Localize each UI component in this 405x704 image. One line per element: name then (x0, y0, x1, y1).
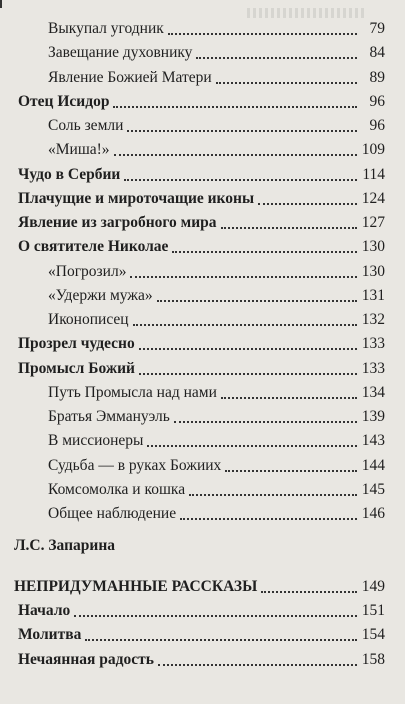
dot-leader (147, 445, 357, 447)
toc-row (0, 480, 405, 504)
toc-row (0, 286, 405, 310)
entry-title: Промысл Божий (18, 359, 135, 377)
toc-entry (48, 504, 385, 524)
page-number: 158 (361, 650, 385, 668)
dot-leader (216, 82, 357, 84)
toc-entry (18, 601, 385, 621)
dot-leader (74, 615, 357, 617)
toc-row (0, 140, 405, 164)
page-number: 151 (361, 602, 385, 619)
page-number: 134 (361, 383, 385, 401)
page-number: 144 (361, 456, 385, 474)
dot-leader (221, 227, 357, 229)
entry-title: «Погрозил» (48, 262, 127, 280)
toc-entry (48, 140, 385, 160)
page-number: 145 (361, 480, 385, 498)
dot-leader (174, 421, 357, 423)
page-number: 133 (361, 359, 385, 377)
dot-leader (130, 276, 357, 278)
dot-leader (225, 470, 357, 472)
page-number: 127 (361, 214, 385, 231)
section-title: НЕПРИДУМАННЫЕ РАССКАЗЫ (14, 578, 258, 595)
toc-entry (48, 480, 385, 500)
dot-leader (127, 130, 357, 132)
toc-entry (18, 189, 385, 209)
toc-row (0, 431, 405, 455)
toc-row (0, 237, 405, 261)
toc-entry (48, 19, 385, 39)
dot-leader (261, 591, 357, 593)
toc-row (0, 165, 405, 189)
toc-entry (18, 237, 385, 257)
page-number: 130 (361, 262, 385, 280)
entry-title: Явление Божией Матери (48, 68, 212, 86)
author-name: Л.С. Запарина (14, 537, 116, 554)
toc-row (0, 262, 405, 286)
page-number: 143 (361, 432, 385, 450)
entry-title: О святителе Николае (18, 238, 169, 256)
entry-title: Начало (18, 602, 71, 619)
entry-title: Комсомолка и кошка (48, 480, 186, 498)
page-number: 96 (369, 92, 385, 110)
toc-row (0, 189, 405, 213)
toc-row (0, 19, 405, 43)
page-number: 109 (361, 141, 385, 159)
toc-entry (14, 577, 385, 597)
toc-entry (48, 431, 385, 451)
page-number: 154 (361, 626, 385, 644)
toc-entry (18, 625, 385, 645)
toc-section-row (0, 577, 405, 601)
toc-row (0, 625, 405, 649)
toc-row (0, 601, 405, 625)
toc-row (0, 504, 405, 528)
toc-entry (18, 213, 385, 233)
page-number: 84 (369, 44, 385, 62)
toc-row (0, 456, 405, 480)
dot-leader (189, 494, 357, 496)
toc-entry (48, 383, 385, 403)
toc-entry (48, 116, 385, 136)
toc-entry (48, 262, 385, 282)
page-number: 89 (369, 68, 385, 86)
toc-entry (48, 310, 385, 330)
entry-title: Чудо в Сербии (18, 165, 121, 183)
page-number: 146 (361, 505, 385, 522)
toc-row (0, 650, 405, 674)
toc-entry (48, 68, 385, 88)
dot-leader (139, 348, 357, 350)
toc-entry (48, 43, 385, 63)
page-number: 132 (361, 311, 385, 328)
entry-title: Иконописец (48, 311, 129, 328)
entry-title: Плачущие и мироточащие иконы (18, 189, 255, 207)
toc-entry (18, 165, 385, 185)
entry-title: «Удержи мужа» (48, 286, 153, 304)
page-number: 130 (361, 238, 385, 256)
dot-leader (221, 397, 357, 399)
entry-title: Завещание духовнику (48, 44, 193, 62)
page-number: 131 (361, 286, 385, 304)
page-number: 124 (361, 189, 385, 207)
dot-leader (114, 154, 357, 156)
entry-title: Общее наблюдение (48, 505, 177, 522)
entry-title: Братья Эммануэль (48, 408, 170, 425)
entry-title: Выкупал угодник (48, 20, 164, 37)
entry-title: Нечаянная радость (18, 650, 154, 668)
entry-title: В миссионеры (48, 432, 144, 450)
dot-leader (196, 57, 357, 59)
page-edge-mark (0, 0, 2, 8)
entry-title: Путь Промысла над нами (48, 383, 217, 401)
toc-row (0, 383, 405, 407)
page-number: 96 (369, 117, 385, 134)
dot-leader (133, 324, 357, 326)
toc-row (0, 359, 405, 383)
page-number: 139 (361, 408, 385, 425)
toc-row (0, 213, 405, 237)
dot-leader (157, 300, 357, 302)
entry-title: Прозрел чудесно (18, 335, 135, 353)
entry-title: Отец Исидор (18, 92, 110, 110)
toc-entry (18, 92, 385, 112)
toc-entry (48, 286, 385, 306)
dot-leader (124, 179, 357, 181)
toc-entry (48, 456, 385, 476)
toc-entry (18, 334, 385, 354)
toc-row (0, 310, 405, 334)
toc-row (0, 92, 405, 116)
entry-title: «Миша!» (48, 141, 110, 159)
bleed-through-text (247, 8, 367, 18)
toc-row (0, 68, 405, 92)
dot-leader (180, 518, 357, 520)
toc-entry (18, 650, 385, 670)
dot-leader (85, 639, 357, 641)
dot-leader (139, 373, 357, 375)
dot-leader (158, 664, 357, 666)
entry-title: Соль земли (48, 117, 124, 134)
toc-row (0, 334, 405, 358)
toc-entry (18, 359, 385, 379)
page-number: 133 (361, 335, 385, 353)
toc-row (0, 407, 405, 431)
dot-leader (258, 203, 357, 205)
dot-leader (113, 106, 357, 108)
dot-leader (168, 33, 357, 35)
entry-title: Молитва (18, 626, 82, 644)
toc-entry (48, 407, 385, 427)
page-number: 114 (362, 165, 385, 183)
page-number: 79 (369, 20, 385, 37)
entry-title: Судьба — в руках Божиих (48, 456, 222, 474)
toc-row (0, 116, 405, 140)
page-number: 149 (361, 578, 385, 595)
entry-title: Явление из загробного мира (18, 214, 217, 231)
toc-row (0, 43, 405, 67)
dot-leader (172, 251, 357, 253)
